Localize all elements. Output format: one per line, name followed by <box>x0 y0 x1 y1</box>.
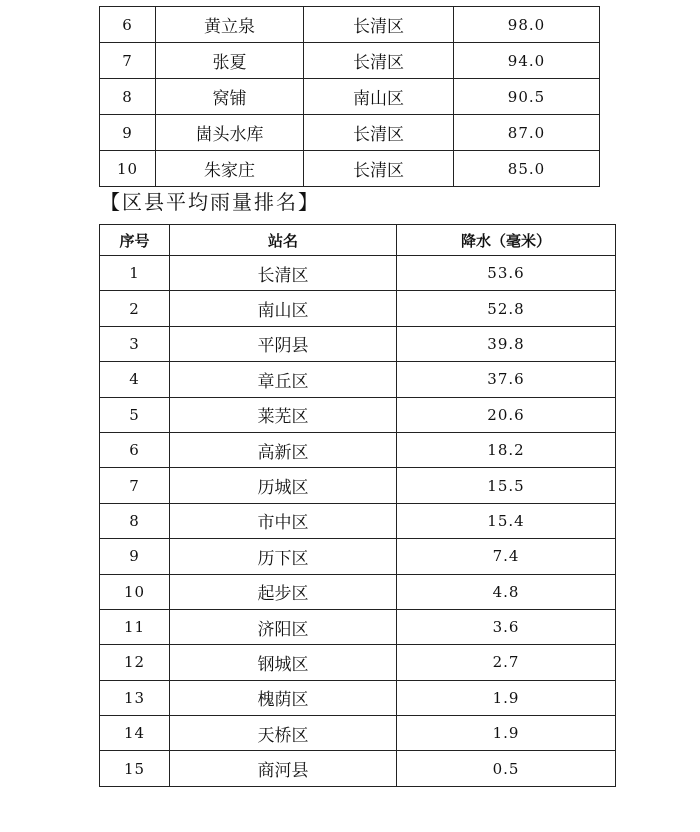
rank-cell: 9 <box>100 115 156 151</box>
rank-cell: 10 <box>100 151 156 187</box>
rank-cell: 8 <box>100 503 170 538</box>
district-cell: 长清区 <box>304 151 454 187</box>
table-row <box>100 468 616 503</box>
rainfall-cell: 37.6 <box>397 362 616 397</box>
rank-cell: 2 <box>100 291 170 326</box>
rank-cell: 15 <box>100 751 170 786</box>
district-name-cell: 天桥区 <box>170 716 397 751</box>
header-rainfall: 降水（毫米） <box>397 225 616 256</box>
station-cell: 朱家庄 <box>156 151 304 187</box>
rank-cell: 11 <box>100 609 170 644</box>
rank-cell: 8 <box>100 79 156 115</box>
district-cell: 长清区 <box>304 43 454 79</box>
table-row <box>100 539 616 574</box>
table-row <box>100 432 616 467</box>
rainfall-cell: 1.9 <box>397 716 616 751</box>
table-row <box>100 115 600 151</box>
district-name-cell: 长清区 <box>170 256 397 291</box>
district-name-cell: 起步区 <box>170 574 397 609</box>
rank-cell: 6 <box>100 7 156 43</box>
district-cell: 长清区 <box>304 115 454 151</box>
rainfall-cell: 52.8 <box>397 291 616 326</box>
district-name-cell: 历下区 <box>170 539 397 574</box>
header-rank: 序号 <box>100 225 170 256</box>
district-name-cell: 商河县 <box>170 751 397 786</box>
header-row <box>100 225 616 256</box>
district-name-cell: 市中区 <box>170 503 397 538</box>
rank-cell: 7 <box>100 43 156 79</box>
rank-cell: 6 <box>100 432 170 467</box>
rainfall-cell: 18.2 <box>397 432 616 467</box>
rainfall-cell: 1.9 <box>397 680 616 715</box>
rainfall-cell: 85.0 <box>454 151 600 187</box>
rainfall-cell: 87.0 <box>454 115 600 151</box>
header-station-name: 站名 <box>170 225 397 256</box>
table-row <box>100 716 616 751</box>
rainfall-cell: 98.0 <box>454 7 600 43</box>
rainfall-cell: 53.6 <box>397 256 616 291</box>
table-row <box>100 645 616 680</box>
rainfall-cell: 39.8 <box>397 326 616 361</box>
rank-cell: 10 <box>100 574 170 609</box>
rank-cell: 4 <box>100 362 170 397</box>
rank-cell: 5 <box>100 397 170 432</box>
table-row <box>100 362 616 397</box>
district-name-cell: 平阴县 <box>170 326 397 361</box>
district-name-cell: 章丘区 <box>170 362 397 397</box>
table-row <box>100 326 616 361</box>
rainfall-cell: 15.5 <box>397 468 616 503</box>
table-row <box>100 397 616 432</box>
rainfall-cell: 7.4 <box>397 539 616 574</box>
district-cell: 长清区 <box>304 7 454 43</box>
rank-cell: 13 <box>100 680 170 715</box>
table-row <box>100 680 616 715</box>
section-title: 【区县平均雨量排名】 <box>100 190 320 214</box>
rainfall-cell: 94.0 <box>454 43 600 79</box>
rainfall-cell: 3.6 <box>397 609 616 644</box>
station-rainfall-table <box>99 6 600 187</box>
table-row <box>100 151 600 187</box>
table-row <box>100 291 616 326</box>
rank-cell: 14 <box>100 716 170 751</box>
district-rainfall-body <box>100 256 616 787</box>
district-name-cell: 高新区 <box>170 432 397 467</box>
table-row <box>100 574 616 609</box>
table-row <box>100 256 616 291</box>
table-row <box>100 609 616 644</box>
station-rainfall-body <box>100 7 600 187</box>
district-name-cell: 南山区 <box>170 291 397 326</box>
district-cell: 南山区 <box>304 79 454 115</box>
rainfall-cell: 90.5 <box>454 79 600 115</box>
rank-cell: 9 <box>100 539 170 574</box>
station-cell: 崮头水库 <box>156 115 304 151</box>
district-name-cell: 莱芜区 <box>170 397 397 432</box>
district-rainfall-table <box>99 224 616 787</box>
district-name-cell: 济阳区 <box>170 609 397 644</box>
rainfall-cell: 0.5 <box>397 751 616 786</box>
district-name-cell: 钢城区 <box>170 645 397 680</box>
district-name-cell: 历城区 <box>170 468 397 503</box>
rainfall-cell: 20.6 <box>397 397 616 432</box>
rainfall-cell: 2.7 <box>397 645 616 680</box>
district-name-cell: 槐荫区 <box>170 680 397 715</box>
table-row <box>100 7 600 43</box>
table-row <box>100 751 616 786</box>
station-cell: 窝铺 <box>156 79 304 115</box>
table-row <box>100 43 600 79</box>
table-row <box>100 79 600 115</box>
table-row <box>100 503 616 538</box>
rainfall-cell: 15.4 <box>397 503 616 538</box>
rank-cell: 3 <box>100 326 170 361</box>
rank-cell: 1 <box>100 256 170 291</box>
rainfall-cell: 4.8 <box>397 574 616 609</box>
station-cell: 张夏 <box>156 43 304 79</box>
rank-cell: 12 <box>100 645 170 680</box>
station-cell: 黄立泉 <box>156 7 304 43</box>
rank-cell: 7 <box>100 468 170 503</box>
